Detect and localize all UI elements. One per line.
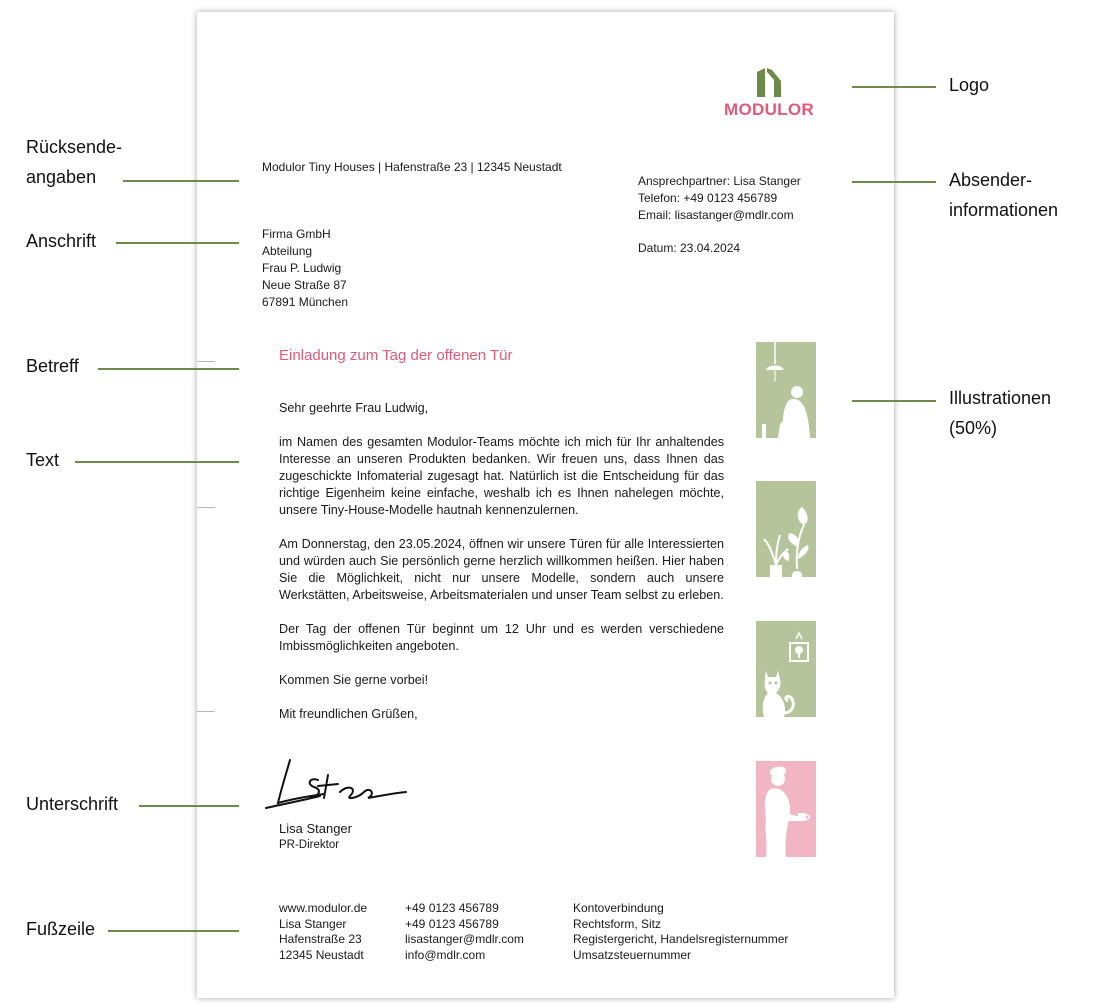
recipient-city: 67891 München [262, 295, 349, 309]
signer [279, 820, 352, 854]
connector-line [852, 86, 936, 88]
illustration-person-cup [756, 761, 816, 857]
signature [262, 756, 410, 814]
letter-subject: Einladung zum Tag der offenen Tür [279, 347, 513, 364]
signer-name: Lisa Stanger [279, 821, 352, 836]
recipient-department: Abteilung [262, 244, 313, 258]
connector-line [108, 930, 239, 932]
annotation-return-line1: Rücksende- [26, 137, 123, 157]
footer-info-email: info@mdlr.com [405, 947, 486, 962]
annotation-subject: Betreff [26, 356, 79, 376]
footer-phone-2: +49 0123 456789 [405, 916, 499, 931]
connector-line [75, 461, 239, 463]
footer-legal-form: Rechtsform, Sitz [573, 916, 662, 931]
body-paragraph: Der Tag der offenen Tür beginnt um 12 Uhr und es werden verschiedene Imbissmöglichkeiten angeboten. [279, 622, 724, 653]
recipient-street: Neue Straße 87 [262, 278, 347, 292]
fold-mark [197, 711, 215, 712]
salutation: Sehr geehrte Frau Ludwig, [279, 401, 429, 415]
annotation-illustrations-line2: (50%) [949, 418, 998, 438]
connector-line [123, 180, 239, 182]
fold-mark [197, 507, 215, 508]
sender-info [638, 173, 801, 257]
body-paragraph: im Namen des gesamten Modulor-Teams möchte ich mich für Ihr anhaltendes Interesse an unseren Produkten bedanken. Wir freuen uns, dass Ihnen das zugeschickte Infomaterial zugesagt hat. Natürlich ist die Entscheidung für das richtige Eigenheim keine einfache, weshalb ich es Ihnen nahelegen möchte, unsere Tiny-House-Modelle hautnah kennenzulernen. [279, 435, 724, 517]
connector-line [98, 368, 239, 370]
connector-line [139, 805, 239, 807]
body-paragraph: Kommen Sie gerne vorbei! [279, 673, 429, 687]
footer-bank: Kontoverbindung [573, 901, 664, 915]
annotation-signature: Unterschrift [26, 794, 119, 814]
annotation-text: Text [26, 450, 60, 470]
footer-name: Lisa Stanger [279, 916, 347, 931]
footer-register: Registergericht, Handelsregisternummer [573, 932, 789, 946]
letter-date: Datum: 23.04.2024 [638, 241, 741, 255]
footer-city: 12345 Neustadt [279, 947, 364, 962]
annotation-sender-line2: informationen [949, 200, 1059, 220]
annotation-sender-line1: Absender- [949, 170, 1033, 190]
sender-phone: Telefon: +49 0123 456789 [638, 191, 778, 205]
footer-website: www.modulor.de [279, 901, 368, 915]
recipient-address [262, 226, 348, 311]
footer-email: lisastanger@mdlr.com [405, 932, 524, 946]
annotation-footer: Fußzeile [26, 919, 96, 939]
connector-line [852, 181, 936, 183]
return-address: Modulor Tiny Houses | Hafenstraße 23 | 12345 Neustadt [262, 160, 562, 174]
footer-vat: Umsatzsteuernummer [573, 947, 692, 962]
footer-col-legal [573, 901, 788, 963]
logo-icon [720, 66, 818, 100]
closing: Mit freundlichen Grüßen, [279, 707, 418, 721]
illustration-plants [756, 481, 816, 577]
recipient-name: Frau P. Ludwig [262, 261, 342, 275]
recipient-company: Firma GmbH [262, 227, 331, 241]
connector-line [852, 400, 936, 402]
footer-col-web [279, 901, 367, 963]
footer-phone: +49 0123 456789 [405, 901, 499, 915]
sender-email: Email: lisastanger@mdlr.com [638, 208, 794, 222]
footer-col-contact [405, 901, 524, 963]
logo-wordmark: MODULOR [724, 100, 814, 119]
sender-contact: Ansprechpartner: Lisa Stanger [638, 174, 801, 188]
footer-street: Hafenstraße 23 [279, 932, 362, 946]
body-paragraph: Am Donnerstag, den 23.05.2024, öffnen wir unsere Türen für alle Interessierten und würden auch Sie persönlich gerne herzlich willkommen heißen. Hier haben Sie die Möglichkeit, nicht nur unsere Modelle, sondern auch unsere Werkstätten, Arbeitsweise, Arbeitsmaterialen und unser Team selbst zu erleben. [279, 537, 724, 602]
connector-line [116, 242, 239, 244]
company-logo [720, 66, 818, 122]
letter-body [279, 400, 724, 723]
signer-title: PR-Direktor [279, 839, 340, 851]
illustration-cat [756, 621, 816, 717]
annotation-return-line2: angaben [26, 167, 97, 187]
fold-mark [197, 361, 215, 362]
annotation-illustrations-line1: Illustrationen [949, 388, 1052, 408]
annotation-logo: Logo [949, 75, 990, 95]
annotation-address: Anschrift [26, 231, 97, 251]
illustration-reading-person [756, 342, 816, 438]
